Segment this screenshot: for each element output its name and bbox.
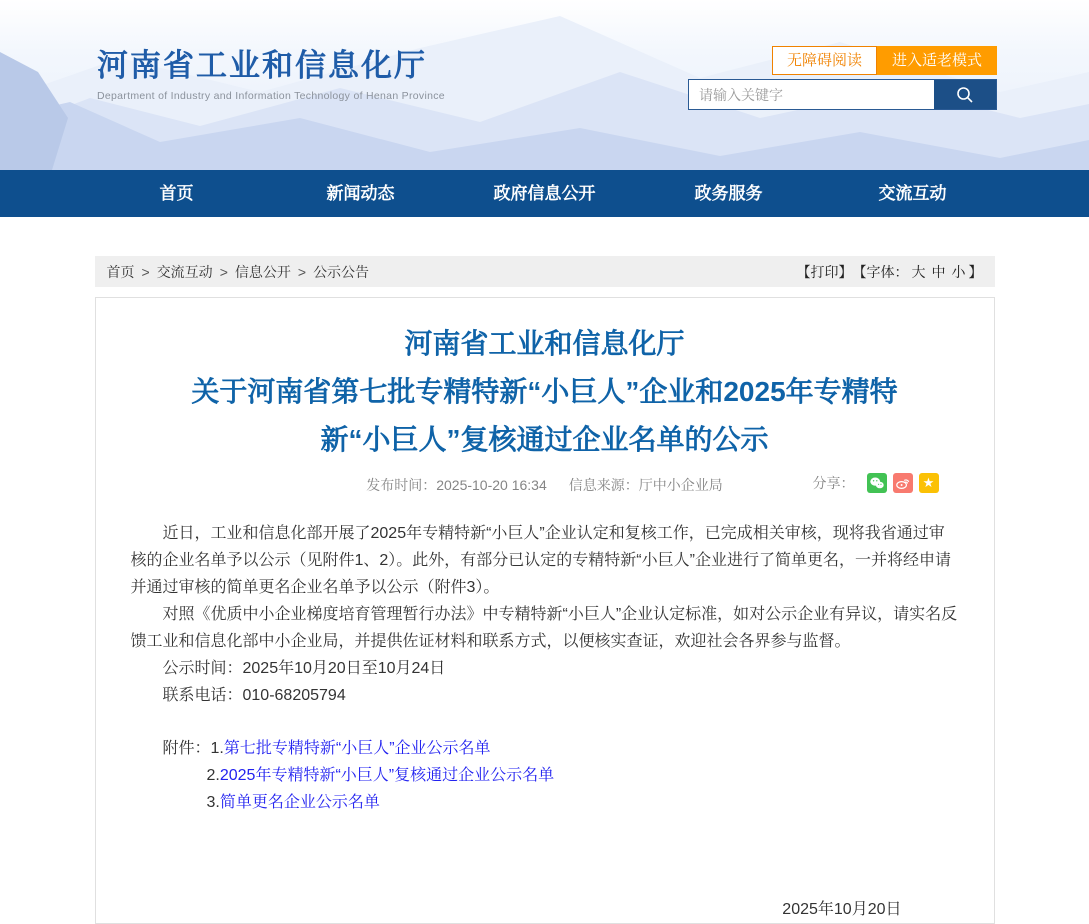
font-size-label: 【字体： bbox=[852, 263, 909, 280]
breadcrumb-separator: > bbox=[141, 263, 150, 280]
nav-item-news[interactable]: 新闻动态 bbox=[326, 184, 395, 203]
font-size-medium[interactable]: 中 bbox=[931, 263, 946, 280]
wechat-icon bbox=[870, 477, 884, 489]
main-nav bbox=[0, 170, 1089, 217]
notice-period: 公示时间：2025年10月20日至10月24日 bbox=[162, 660, 446, 677]
nav-item-home[interactable]: 首页 bbox=[159, 184, 194, 203]
article-meta bbox=[96, 472, 994, 498]
breadcrumb-home[interactable]: 首页 bbox=[106, 263, 135, 280]
article-title bbox=[96, 320, 994, 464]
search-button[interactable] bbox=[934, 80, 996, 109]
source-label: 信息来源： bbox=[568, 477, 639, 493]
attachment-number: 3. bbox=[206, 794, 220, 811]
share-widget bbox=[813, 473, 939, 493]
site-logo[interactable] bbox=[97, 40, 445, 102]
header-banner bbox=[0, 0, 1089, 170]
attachment-link-1[interactable]: 第七批专精特新“小巨人”企业公示名单 bbox=[223, 740, 491, 757]
font-size-label-close: 】 bbox=[968, 263, 983, 280]
article-paragraph: 对照《优质中小企业梯度培育管理暂行办法》中专精特新“小巨人”企业认定标准，如对公示企业有异议，请实名反馈工业和信息化部中小企业局，并提供佐证材料和联系方式，以便核实查证，欢迎社会各界参与监督。 bbox=[130, 606, 958, 650]
breadcrumb-separator: > bbox=[297, 263, 307, 280]
search-bar bbox=[688, 79, 997, 110]
font-size-small[interactable]: 小 bbox=[951, 263, 966, 280]
elder-mode-button[interactable]: 进入适老模式 bbox=[877, 46, 997, 75]
font-size-large[interactable]: 大 bbox=[911, 263, 926, 280]
article-container bbox=[95, 297, 995, 924]
publish-time: 2025-10-20 16:34 bbox=[436, 477, 547, 493]
breadcrumb-separator: > bbox=[219, 263, 228, 280]
article-title-line: 河南省工业和信息化厅 bbox=[404, 328, 685, 359]
page-tools bbox=[797, 262, 983, 282]
attachments-label: 附件： bbox=[162, 740, 211, 757]
breadcrumb-interaction[interactable]: 交流互动 bbox=[156, 263, 213, 280]
source-value: 厅中小企业局 bbox=[638, 477, 723, 493]
publish-time-label: 发布时间： bbox=[366, 477, 437, 493]
search-input[interactable] bbox=[689, 80, 934, 109]
article-body bbox=[96, 520, 994, 923]
share-label: 分享： bbox=[812, 475, 855, 491]
breadcrumb-bar bbox=[95, 256, 995, 287]
weibo-share-icon[interactable] bbox=[893, 473, 913, 493]
attachment-link-2[interactable]: 2025年专精特新“小巨人”复核通过企业公示名单 bbox=[219, 767, 555, 784]
attachment-number: 1. bbox=[210, 740, 224, 757]
site-title: 河南省工业和信息化厅 bbox=[97, 48, 427, 83]
contact-phone: 联系电话：010-68205794 bbox=[162, 687, 346, 704]
article-title-line: 关于河南省第七批专精特新“小巨人”企业和2025年专精特 bbox=[191, 376, 898, 407]
print-button[interactable]: 【打印】 bbox=[796, 263, 853, 280]
nav-item-gov-info[interactable]: 政府信息公开 bbox=[493, 184, 596, 203]
site-subtitle: Department of Industry and Information Technology of Henan Province bbox=[97, 90, 445, 102]
breadcrumb-info[interactable]: 信息公开 bbox=[234, 263, 291, 280]
attachments bbox=[131, 735, 959, 816]
favorite-star-icon[interactable]: ★ bbox=[919, 473, 939, 493]
attachment-link-3[interactable]: 简单更名企业公示名单 bbox=[219, 794, 380, 811]
top-buttons bbox=[772, 46, 997, 75]
wechat-share-icon[interactable] bbox=[867, 473, 887, 493]
weibo-icon bbox=[896, 477, 910, 489]
article-title-line: 新“小巨人”复核通过企业名单的公示 bbox=[320, 424, 769, 455]
attachment-number: 2. bbox=[206, 767, 220, 784]
article-paragraph: 近日，工业和信息化部开展了2025年专精特新“小巨人”企业认定和复核工作，已完成相关审核，现将我省通过审核的企业名单予以公示（见附件1、2）。此外，有部分已认定的专精特新“小巨人”企业进行了简单更名，一并将经申请并通过审核的简单更名企业名单予以公示（附件3）。 bbox=[130, 525, 951, 596]
search-icon bbox=[955, 85, 975, 105]
nav-item-interaction[interactable]: 交流互动 bbox=[878, 184, 947, 203]
article-date: 2025年10月20日 bbox=[782, 901, 902, 918]
accessibility-button[interactable]: 无障碍阅读 bbox=[772, 46, 877, 75]
nav-item-services[interactable]: 政务服务 bbox=[694, 184, 763, 203]
breadcrumb-announcements[interactable]: 公示公告 bbox=[313, 263, 370, 280]
